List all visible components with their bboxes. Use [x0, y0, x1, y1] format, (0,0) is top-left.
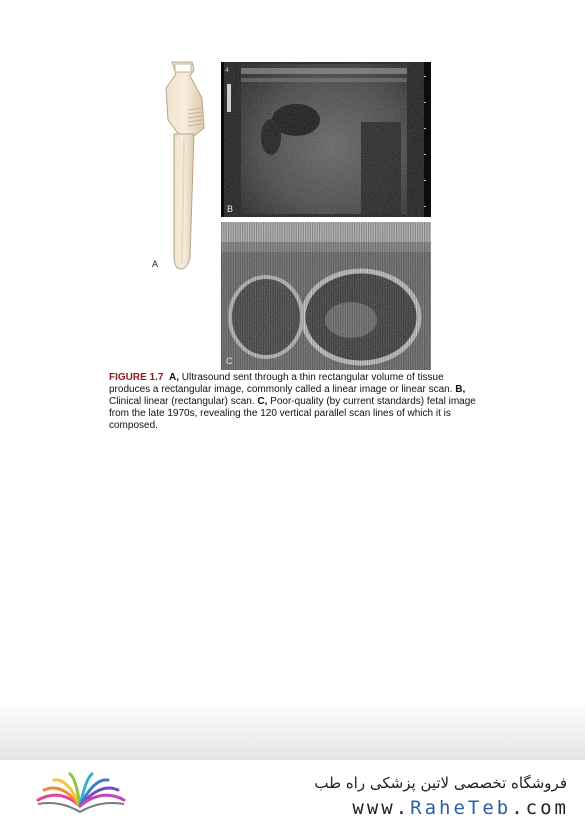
url-brand: RaheTeb — [410, 797, 512, 819]
caption-c-label: C, — [257, 396, 268, 407]
open-book-logo-icon — [30, 770, 130, 818]
caption-a-label: A, — [169, 372, 180, 383]
panel-label-b: B — [227, 204, 234, 214]
scan-scale-text: 4 — [225, 67, 229, 74]
caption-a-text: Ultrasound sent through a thin rectangular volume of tissue produces a rectangular image, commonly called a linear image or linear scan. — [109, 372, 456, 395]
url-prefix: www. — [352, 797, 411, 819]
store-url-link[interactable] — [352, 797, 569, 819]
caption-b-text: Clinical linear (rectangular) scan. — [109, 396, 258, 407]
figure-number: FIGURE 1.7 — [109, 372, 164, 383]
figure-caption — [109, 372, 481, 432]
fetal-scan-graphic — [221, 222, 431, 370]
linear-transducer-illustration — [150, 58, 220, 273]
panel-label-a: A — [152, 259, 159, 269]
svg-text:4 — [225, 67, 229, 74]
caption-c-text: Poor-quality (by current standards) fetal image from the late 1970s, revealing the 120 vertical parallel scan lines of which it is composed. — [109, 396, 476, 431]
clinical-linear-scan-image — [221, 62, 431, 217]
panel-label-c: C — [226, 356, 233, 366]
caption-b-label: B, — [455, 384, 466, 395]
url-suffix: .com — [511, 797, 569, 819]
fetal-scan-image — [221, 222, 431, 370]
linear-scan-graphic — [221, 62, 431, 217]
store-name: فروشگاه تخصصی لاتین پزشکی راه طب — [314, 774, 567, 792]
footer-gradient — [0, 700, 585, 760]
